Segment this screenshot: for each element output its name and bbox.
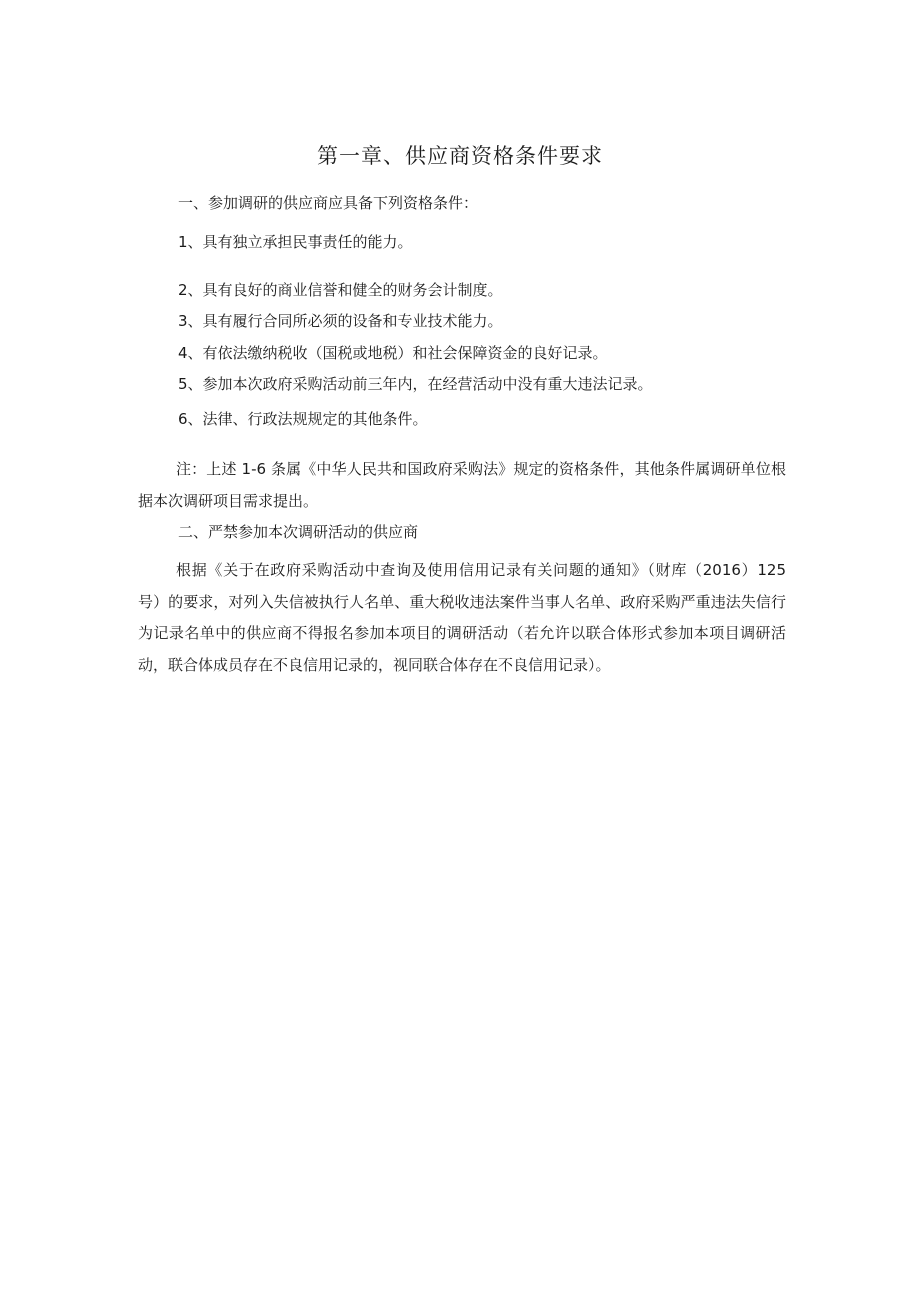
note-paragraph: 注：上述 1-6 条属《中华人民共和国政府采购法》规定的资格条件，其他条件属调研单位根据本次调研项目需求提出。 xyxy=(138,460,786,510)
list-item: 3、具有履行合同所必须的设备和专业技术能力。 xyxy=(178,312,503,330)
list-item: 6、法律、行政法规规定的其他条件。 xyxy=(178,410,428,428)
list-item: 4、有依法缴纳税收（国税或地税）和社会保障资金的良好记录。 xyxy=(178,344,608,362)
list-item: 5、参加本次政府采购活动前三年内，在经营活动中没有重大违法记录。 xyxy=(178,375,653,393)
section-heading-qualifications: 一、参加调研的供应商应具备下列资格条件： xyxy=(178,194,479,212)
body-paragraph: 根据《关于在政府采购活动中查询及使用信用记录有关问题的通知》（财库（2016）125 号）的要求，对列入失信被执行人名单、重大税收违法案件当事人名单、政府采购严重违法失信行为记录名单中的供应商不得报名参加本项目的调研活动（若允许以联合体形式参加本项目调研活动，联合体成员存在不良信用记录的，视同联合体存在不良信用记录）。 xyxy=(138,561,786,674)
list-item: 1、具有独立承担民事责任的能力。 xyxy=(178,233,413,251)
page-title: 第一章、供应商资格条件要求 xyxy=(317,144,603,168)
section-heading-prohibited: 二、严禁参加本次调研活动的供应商 xyxy=(178,523,419,541)
list-item: 2、具有良好的商业信誉和健全的财务会计制度。 xyxy=(178,281,503,299)
